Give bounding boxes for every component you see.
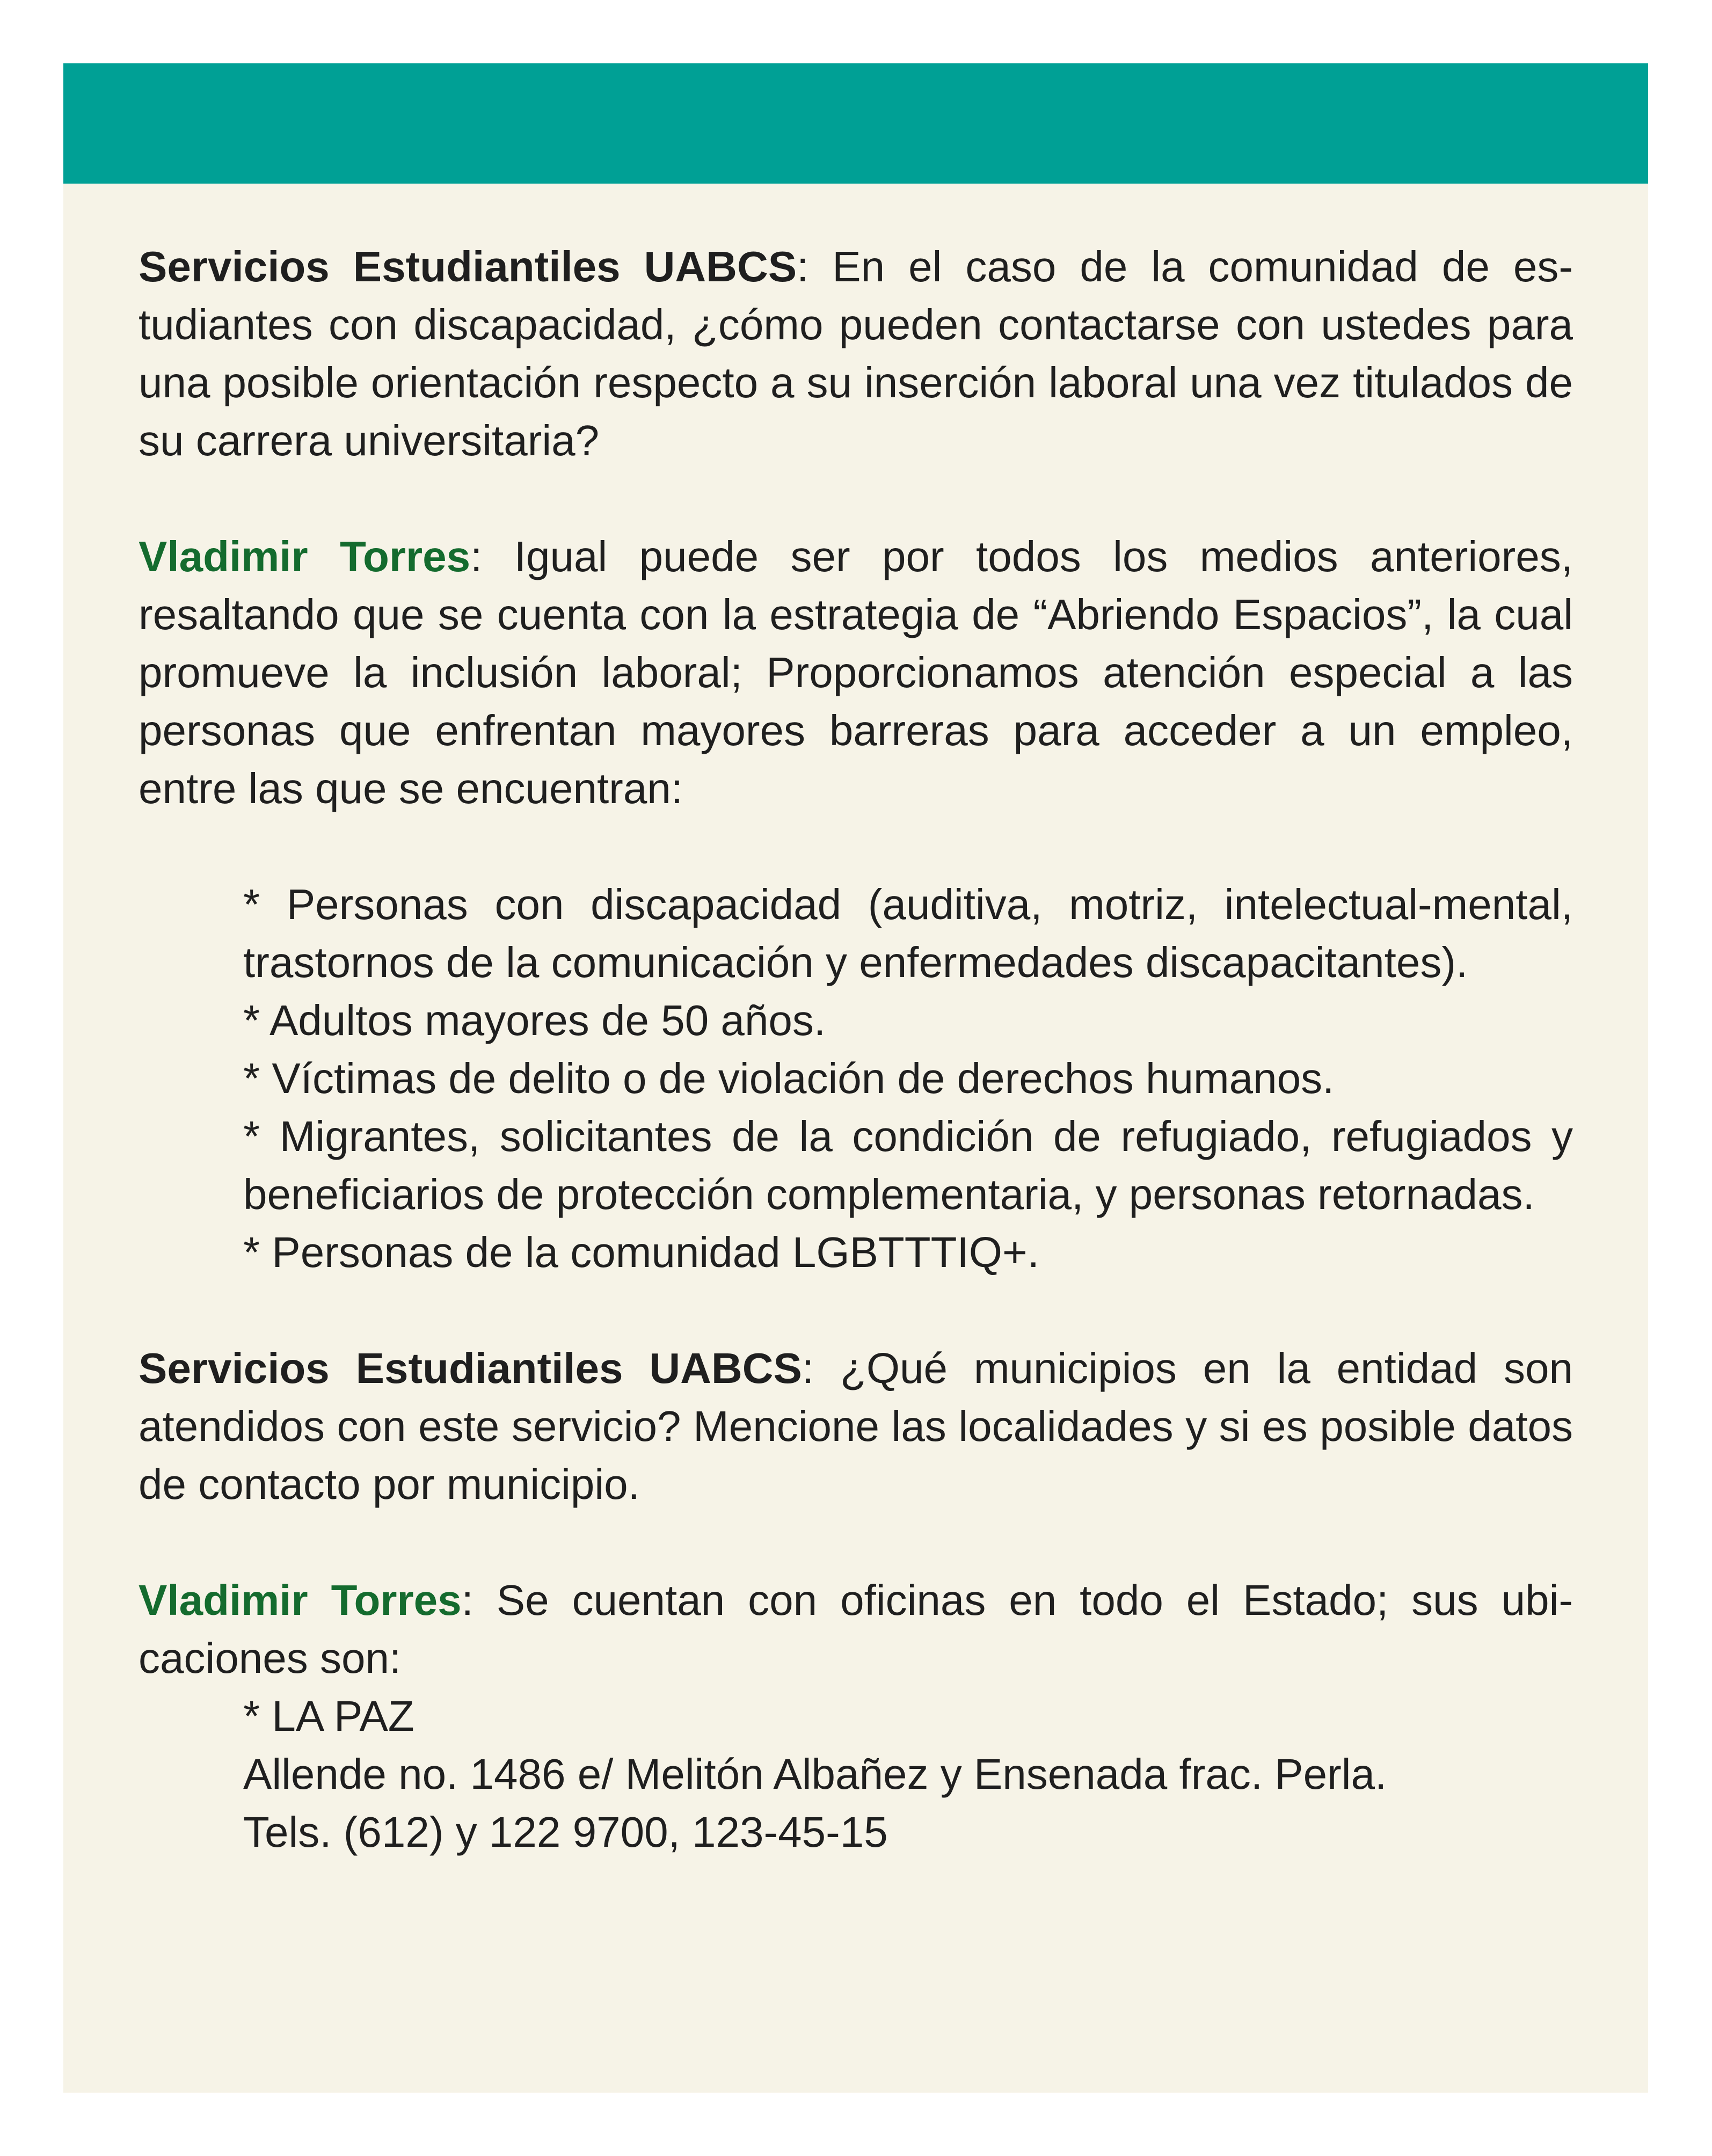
question-2-text: : ¿Qué municipios en la entidad son atendidos con este servicio? Mencione las localidades y si es posible datos de contacto por municipio. xyxy=(139,1344,1573,1508)
list-item: * Adultos mayores de 50 años. xyxy=(243,996,826,1044)
office-location xyxy=(139,1687,1573,1861)
answer-2 xyxy=(139,1571,1573,1687)
spacer xyxy=(139,1513,1573,1571)
interviewee-name: Vladimir Torres xyxy=(139,1576,462,1624)
location-address: Allende no. 1486 e/ Melitón Albañez y Ensenada frac. Perla. xyxy=(243,1750,1387,1798)
list-item: * Personas con discapacidad (auditiva, motriz, intelectual-mental, trastornos de la comunicación y enfermedades discapacitantes). xyxy=(243,880,1573,986)
header-band xyxy=(63,63,1648,184)
answer-1 xyxy=(139,528,1573,818)
interviewer-name: Servicios Estudiantiles UABCS xyxy=(139,243,797,290)
interviewer-name: Servicios Estudiantiles UABCS xyxy=(139,1344,802,1392)
spacer xyxy=(139,818,1573,876)
answer-2-text: : Se cuentan con oficinas en todo el Estado; sus ubicaciones son: xyxy=(139,1576,1573,1682)
question-1 xyxy=(139,238,1573,470)
groups-list xyxy=(139,876,1573,1281)
interview-content xyxy=(139,238,1573,1861)
spacer xyxy=(139,470,1573,528)
interviewee-name: Vladimir Torres xyxy=(139,533,471,580)
list-item: * Personas de la comunidad LGBTTTIQ+. xyxy=(243,1228,1039,1276)
list-item: * Migrantes, solicitantes de la condición de refugiado, refugiados y beneficiarios de protección complementaria, y personas retornadas. xyxy=(243,1112,1573,1218)
location-name: * LA PAZ xyxy=(243,1692,414,1740)
answer-1-text: : Igual puede ser por todos los medios anteriores, resaltando que se cuenta con la estrategia de “Abriendo Espacios”, la cual promueve la inclusión laboral; Proporcionamos atención especial a las personas que enfrentan mayores barreras para acceder a un empleo, entre las que se encuentran: xyxy=(139,533,1573,812)
question-2 xyxy=(139,1339,1573,1513)
spacer xyxy=(139,1281,1573,1339)
article-card xyxy=(63,63,1648,2093)
question-1-text: : En el caso de la comunidad de estudiantes con discapacidad, ¿cómo pueden contactarse con ustedes para una posible orientación respecto a su inserción laboral una vez titulados de su carrera universitaria? xyxy=(139,243,1573,464)
location-phones: Tels. (612) y 122 9700, 123-45-15 xyxy=(243,1808,888,1856)
list-item: * Víctimas de delito o de violación de derechos humanos. xyxy=(243,1054,1335,1102)
